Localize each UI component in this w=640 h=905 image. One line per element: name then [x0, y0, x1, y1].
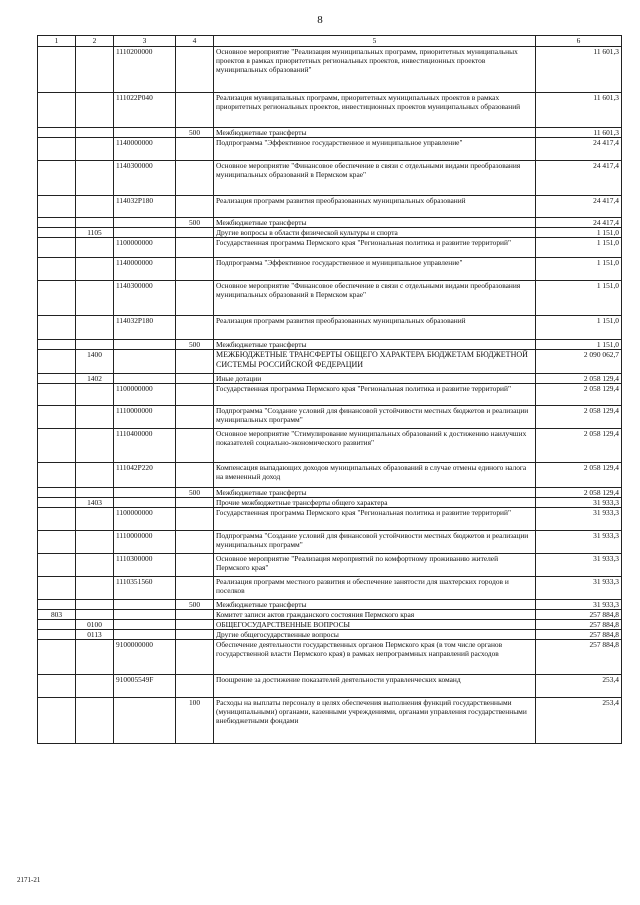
table-row: [38, 374, 622, 384]
description-cell: Государственная программа Пермского края "Региональная политика и развитие территорий": [214, 238, 536, 258]
table-row: [38, 698, 622, 744]
amount-cell: 11 601,3: [536, 128, 622, 138]
footer-code: 2171-21: [17, 876, 41, 884]
table-row: [38, 196, 622, 218]
target-article-cell: [114, 340, 176, 350]
table-row: [38, 258, 622, 281]
section-code-cell: [76, 531, 114, 554]
expense-type-cell: [176, 350, 214, 374]
description-cell: Государственная программа Пермского края "Региональная политика и развитие территорий": [214, 384, 536, 406]
table-row: [38, 610, 622, 620]
table-row: [38, 128, 622, 138]
ministry-code-cell: [38, 406, 76, 429]
amount-cell: 24 417,4: [536, 196, 622, 218]
section-code-cell: [76, 47, 114, 93]
expense-type-cell: [176, 675, 214, 698]
ministry-code-cell: [38, 374, 76, 384]
description-cell: Иные дотации: [214, 374, 536, 384]
target-article-cell: 1110000000: [114, 531, 176, 554]
table-row: [38, 340, 622, 350]
section-code-cell: [76, 93, 114, 128]
amount-cell: 1 151,0: [536, 228, 622, 238]
amount-cell: 2 058 129,4: [536, 429, 622, 463]
target-article-cell: [114, 228, 176, 238]
description-cell: Реализация программ развития преобразованных муниципальных образований: [214, 316, 536, 340]
section-code-cell: [76, 488, 114, 498]
section-code-cell: [76, 128, 114, 138]
expense-type-cell: [176, 463, 214, 488]
ministry-code-cell: [38, 384, 76, 406]
description-cell: Межбюджетные трансферты: [214, 218, 536, 228]
ministry-code-cell: [38, 93, 76, 128]
amount-cell: 253,4: [536, 675, 622, 698]
table-row: [38, 498, 622, 508]
amount-cell: 24 417,4: [536, 218, 622, 228]
amount-cell: 2 058 129,4: [536, 463, 622, 488]
target-article-cell: [114, 350, 176, 374]
expense-type-cell: [176, 620, 214, 630]
section-code-cell: [76, 218, 114, 228]
section-code-cell: [76, 161, 114, 196]
ministry-code-cell: [38, 508, 76, 531]
table-row: [38, 47, 622, 93]
target-article-cell: [114, 630, 176, 640]
expense-type-cell: [176, 47, 214, 93]
amount-cell: 1 151,0: [536, 340, 622, 350]
description-cell: Основное мероприятие "Финансовое обеспечение в связи с отдельными видами преобразования муниципальных образований в Пермском крае": [214, 161, 536, 196]
expense-type-cell: 500: [176, 600, 214, 610]
table-row: [38, 406, 622, 429]
section-code-cell: 1402: [76, 374, 114, 384]
target-article-cell: [114, 374, 176, 384]
target-article-cell: 114032P180: [114, 196, 176, 218]
description-cell: Реализация программ развития преобразованных муниципальных образований: [214, 196, 536, 218]
table-row: [38, 429, 622, 463]
description-cell: Другие общегосударственные вопросы: [214, 630, 536, 640]
target-article-cell: 1110400000: [114, 429, 176, 463]
target-article-cell: [114, 498, 176, 508]
budget-table: [37, 35, 622, 744]
section-code-cell: 0113: [76, 630, 114, 640]
expense-type-cell: [176, 161, 214, 196]
table-row: [38, 350, 622, 374]
expense-type-cell: [176, 498, 214, 508]
expense-type-cell: [176, 508, 214, 531]
amount-cell: 2 058 129,4: [536, 384, 622, 406]
section-code-cell: [76, 384, 114, 406]
target-article-cell: [114, 698, 176, 744]
section-code-cell: [76, 577, 114, 600]
column-header: 6: [536, 36, 622, 47]
ministry-code-cell: [38, 630, 76, 640]
table-row: [38, 577, 622, 600]
section-code-cell: 1105: [76, 228, 114, 238]
target-article-cell: 1110351560: [114, 577, 176, 600]
ministry-code-cell: [38, 340, 76, 350]
target-article-cell: 1100000000: [114, 384, 176, 406]
amount-cell: 31 933,3: [536, 554, 622, 577]
description-cell: МЕЖБЮДЖЕТНЫЕ ТРАНСФЕРТЫ ОБЩЕГО ХАРАКТЕРА БЮДЖЕТАМ БЮДЖЕТНОЙ СИСТЕМЫ РОССИЙСКОЙ ФЕДЕРАЦИИ: [214, 350, 536, 374]
expense-type-cell: [176, 554, 214, 577]
description-cell: Обеспечение деятельности государственных органов Пермского края (в том числе органов государственной власти Пермского края) в рамках непрограммных направлений расходов: [214, 640, 536, 675]
ministry-code-cell: [38, 698, 76, 744]
amount-cell: 257 884,8: [536, 630, 622, 640]
description-cell: Поощрение за достижение показателей деятельности управленческих команд: [214, 675, 536, 698]
section-code-cell: [76, 554, 114, 577]
description-cell: Межбюджетные трансферты: [214, 600, 536, 610]
description-cell: Реализация программ местного развития и обеспечение занятости для шахтерских городов и поселков: [214, 577, 536, 600]
ministry-code-cell: [38, 350, 76, 374]
description-cell: ОБЩЕГОСУДАРСТВЕННЫЕ ВОПРОСЫ: [214, 620, 536, 630]
description-cell: Другие вопросы в области физической культуры и спорта: [214, 228, 536, 238]
expense-type-cell: 100: [176, 698, 214, 744]
target-article-cell: 111042P220: [114, 463, 176, 488]
ministry-code-cell: [38, 488, 76, 498]
section-code-cell: [76, 675, 114, 698]
target-article-cell: [114, 610, 176, 620]
target-article-cell: [114, 128, 176, 138]
ministry-code-cell: [38, 675, 76, 698]
amount-cell: 1 151,0: [536, 258, 622, 281]
description-cell: Расходы на выплаты персоналу в целях обеспечения выполнения функций государственными (муниципальными) органами, казенными учреждениями, органами управления государственными внебюджетными фондами: [214, 698, 536, 744]
ministry-code-cell: [38, 218, 76, 228]
ministry-code-cell: [38, 600, 76, 610]
ministry-code-cell: [38, 316, 76, 340]
section-code-cell: [76, 406, 114, 429]
section-code-cell: 1403: [76, 498, 114, 508]
ministry-code-cell: [38, 238, 76, 258]
amount-cell: 11 601,3: [536, 47, 622, 93]
target-article-cell: [114, 488, 176, 498]
table-row: [38, 228, 622, 238]
amount-cell: 31 933,3: [536, 498, 622, 508]
table-row: [38, 640, 622, 675]
section-code-cell: 1400: [76, 350, 114, 374]
target-article-cell: 1110000000: [114, 406, 176, 429]
expense-type-cell: [176, 630, 214, 640]
table-row: [38, 93, 622, 128]
ministry-code-cell: [38, 554, 76, 577]
description-cell: Подпрограмма "Эффективное государственное и муниципальное управление": [214, 138, 536, 161]
amount-cell: 257 884,8: [536, 620, 622, 630]
target-article-cell: 1100000000: [114, 508, 176, 531]
section-code-cell: [76, 138, 114, 161]
description-cell: Комитет записи актов гражданского состояния Пермского края: [214, 610, 536, 620]
ministry-code-cell: [38, 577, 76, 600]
expense-type-cell: [176, 610, 214, 620]
section-code-cell: [76, 429, 114, 463]
amount-cell: 31 933,3: [536, 577, 622, 600]
amount-cell: 257 884,8: [536, 610, 622, 620]
table-row: [38, 630, 622, 640]
target-article-cell: 9100000000: [114, 640, 176, 675]
expense-type-cell: [176, 374, 214, 384]
ministry-code-cell: [38, 161, 76, 196]
table-row: [38, 600, 622, 610]
ministry-code-cell: [38, 128, 76, 138]
section-code-cell: 0100: [76, 620, 114, 630]
ministry-code-cell: [38, 429, 76, 463]
target-article-cell: 114032P180: [114, 316, 176, 340]
target-article-cell: 910005549F: [114, 675, 176, 698]
ministry-code-cell: 803: [38, 610, 76, 620]
section-code-cell: [76, 238, 114, 258]
target-article-cell: 1140000000: [114, 138, 176, 161]
expense-type-cell: [176, 238, 214, 258]
expense-type-cell: [176, 281, 214, 316]
table-row: [38, 384, 622, 406]
ministry-code-cell: [38, 498, 76, 508]
ministry-code-cell: [38, 620, 76, 630]
target-article-cell: 111022P040: [114, 93, 176, 128]
target-article-cell: [114, 620, 176, 630]
target-article-cell: 1140300000: [114, 161, 176, 196]
table-row: [38, 508, 622, 531]
description-cell: Компенсация выпадающих доходов муниципальных образований в случае отмены единого налога на вмененный доход: [214, 463, 536, 488]
column-header: 2: [76, 36, 114, 47]
expense-type-cell: [176, 316, 214, 340]
expense-type-cell: [176, 429, 214, 463]
amount-cell: 11 601,3: [536, 93, 622, 128]
expense-type-cell: 500: [176, 340, 214, 350]
amount-cell: 24 417,4: [536, 161, 622, 196]
description-cell: Подпрограмма "Эффективное государственное и муниципальное управление": [214, 258, 536, 281]
section-code-cell: [76, 196, 114, 218]
ministry-code-cell: [38, 196, 76, 218]
section-code-cell: [76, 610, 114, 620]
column-header: 1: [38, 36, 76, 47]
expense-type-cell: [176, 258, 214, 281]
table-row: [38, 463, 622, 488]
ministry-code-cell: [38, 228, 76, 238]
table-row: [38, 138, 622, 161]
section-code-cell: [76, 463, 114, 488]
target-article-cell: 1140300000: [114, 281, 176, 316]
amount-cell: 1 151,0: [536, 238, 622, 258]
expense-type-cell: [176, 531, 214, 554]
description-cell: Государственная программа Пермского края "Региональная политика и развитие территорий": [214, 508, 536, 531]
description-cell: Основное мероприятие "Стимулирование муниципальных образований к достижению наилучших показателей социально-экономического развития": [214, 429, 536, 463]
ministry-code-cell: [38, 281, 76, 316]
ministry-code-cell: [38, 531, 76, 554]
ministry-code-cell: [38, 640, 76, 675]
header-row: [38, 36, 622, 47]
expense-type-cell: [176, 196, 214, 218]
table-row: [38, 620, 622, 630]
column-header: 5: [214, 36, 536, 47]
ministry-code-cell: [38, 463, 76, 488]
section-code-cell: [76, 698, 114, 744]
description-cell: Реализация муниципальных программ, приоритетных муниципальных проектов в рамках приоритетных региональных проектов, инвестиционных проектов муниципальных образований: [214, 93, 536, 128]
description-cell: Прочие межбюджетные трансферты общего характера: [214, 498, 536, 508]
target-article-cell: 1110200000: [114, 47, 176, 93]
table-row: [38, 281, 622, 316]
section-code-cell: [76, 281, 114, 316]
expense-type-cell: [176, 228, 214, 238]
amount-cell: 253,4: [536, 698, 622, 744]
target-article-cell: [114, 600, 176, 610]
ministry-code-cell: [38, 138, 76, 161]
section-code-cell: [76, 508, 114, 531]
description-cell: Основное мероприятие "Реализация муниципальных программ, приоритетных муниципальных проектов в рамках приоритетных региональных проектов, инвестиционных проектов муниципальных образований": [214, 47, 536, 93]
table-row: [38, 554, 622, 577]
target-article-cell: [114, 218, 176, 228]
amount-cell: 2 090 062,7: [536, 350, 622, 374]
section-code-cell: [76, 258, 114, 281]
table-row: [38, 316, 622, 340]
amount-cell: 31 933,3: [536, 531, 622, 554]
description-cell: Межбюджетные трансферты: [214, 340, 536, 350]
expense-type-cell: [176, 640, 214, 675]
target-article-cell: 1140000000: [114, 258, 176, 281]
section-code-cell: [76, 316, 114, 340]
section-code-cell: [76, 640, 114, 675]
ministry-code-cell: [38, 258, 76, 281]
page-number: 8: [317, 14, 323, 26]
amount-cell: 31 933,3: [536, 600, 622, 610]
table-row: [38, 675, 622, 698]
column-header: 3: [114, 36, 176, 47]
target-article-cell: 1100000000: [114, 238, 176, 258]
expense-type-cell: 500: [176, 128, 214, 138]
table-row: [38, 238, 622, 258]
expense-type-cell: 500: [176, 488, 214, 498]
amount-cell: 31 933,3: [536, 508, 622, 531]
amount-cell: 24 417,4: [536, 138, 622, 161]
table-row: [38, 218, 622, 228]
amount-cell: 2 058 129,4: [536, 406, 622, 429]
amount-cell: 257 884,8: [536, 640, 622, 675]
column-header: 4: [176, 36, 214, 47]
description-cell: Подпрограмма "Создание условий для финансовой устойчивости местных бюджетов и реализации муниципальных программ": [214, 406, 536, 429]
target-article-cell: 1110300000: [114, 554, 176, 577]
expense-type-cell: 500: [176, 218, 214, 228]
table-row: [38, 488, 622, 498]
table-row: [38, 161, 622, 196]
amount-cell: 2 058 129,4: [536, 488, 622, 498]
expense-type-cell: [176, 138, 214, 161]
description-cell: Основное мероприятие "Финансовое обеспечение в связи с отдельными видами преобразования муниципальных образований в Пермском крае": [214, 281, 536, 316]
section-code-cell: [76, 340, 114, 350]
expense-type-cell: [176, 406, 214, 429]
ministry-code-cell: [38, 47, 76, 93]
amount-cell: 2 058 129,4: [536, 374, 622, 384]
description-cell: Межбюджетные трансферты: [214, 128, 536, 138]
description-cell: Межбюджетные трансферты: [214, 488, 536, 498]
table-row: [38, 531, 622, 554]
expense-type-cell: [176, 93, 214, 128]
amount-cell: 1 151,0: [536, 281, 622, 316]
description-cell: Основное мероприятие "Реализация мероприятий по комфортному проживанию жителей Пермского края": [214, 554, 536, 577]
section-code-cell: [76, 600, 114, 610]
description-cell: Подпрограмма "Создание условий для финансовой устойчивости местных бюджетов и реализации муниципальных программ": [214, 531, 536, 554]
table-body: [38, 47, 622, 744]
expense-type-cell: [176, 384, 214, 406]
expense-type-cell: [176, 577, 214, 600]
amount-cell: 1 151,0: [536, 316, 622, 340]
